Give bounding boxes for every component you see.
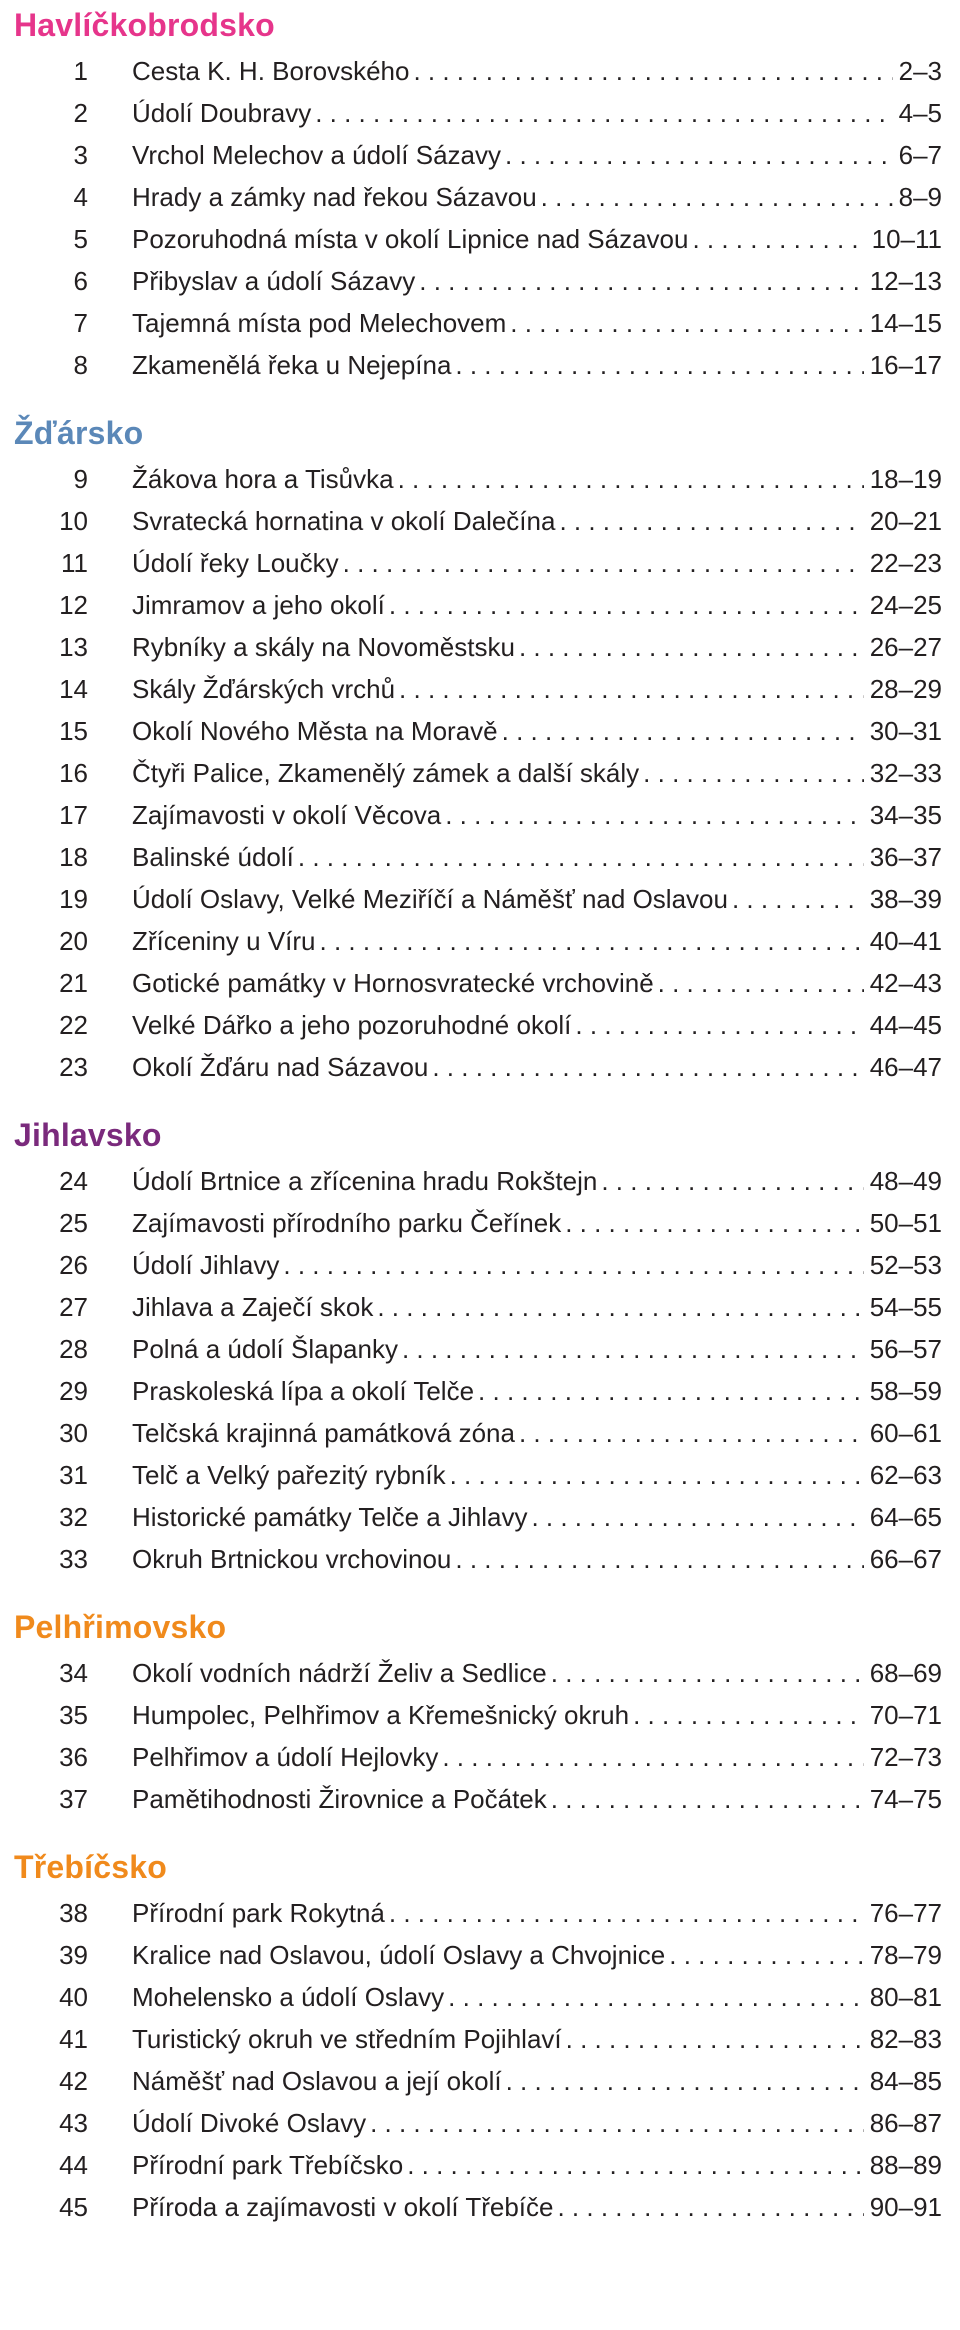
dot-leader (370, 2102, 864, 2144)
region-title: Třebíčsko (14, 1849, 167, 1885)
section-spacer (14, 1580, 942, 1602)
region-section (14, 1602, 942, 1842)
entry-pages: 74–75 (869, 1784, 942, 1814)
toc-entry[interactable] (14, 752, 942, 794)
entry-title: Jihlava a Zaječí skok (132, 1292, 374, 1322)
entry-title: Údolí Divoké Oslavy (132, 2108, 367, 2138)
entry-title: Příroda a zajímavosti v okolí Třebíče (132, 2192, 554, 2222)
entry-pages: 48–49 (869, 1166, 942, 1196)
entry-title: Náměšť nad Oslavou a její okolí (132, 2066, 502, 2096)
toc-entry[interactable] (14, 302, 942, 344)
dot-leader (502, 710, 864, 752)
dot-leader (519, 626, 864, 668)
dot-leader (389, 584, 864, 626)
entry-number: 44 (59, 2150, 88, 2180)
entry-title: Svratecká hornatina v okolí Dalečína (132, 506, 556, 536)
entry-pages: 12–13 (869, 266, 942, 296)
entry-pages: 20–21 (869, 506, 942, 536)
dot-leader (402, 1328, 864, 1370)
entry-title: Údolí Oslavy, Velké Meziříčí a Náměšť nad Oslavou (132, 884, 728, 914)
dot-leader (407, 2144, 864, 2186)
entry-number: 10 (59, 506, 88, 536)
entry-title: Přírodní park Třebíčsko (132, 2150, 404, 2180)
entry-title: Kralice nad Oslavou, údolí Oslavy a Chvojnice (132, 1940, 666, 1970)
dot-leader (692, 218, 865, 260)
dot-leader (658, 962, 864, 1004)
entry-number: 16 (59, 758, 88, 788)
entry-number: 7 (73, 308, 88, 338)
toc-entry[interactable] (14, 626, 942, 668)
dot-leader (551, 1778, 864, 1820)
entry-number: 25 (59, 1208, 88, 1238)
toc-entry[interactable] (14, 1976, 942, 2018)
entry-number: 11 (61, 548, 88, 578)
entry-number: 14 (59, 674, 88, 704)
toc-entry[interactable] (14, 344, 942, 386)
entry-number: 5 (73, 224, 88, 254)
toc-entry[interactable] (14, 1652, 942, 1694)
entry-number: 43 (59, 2108, 88, 2138)
toc-entry[interactable] (14, 542, 942, 584)
entry-title: Okolí Nového Města na Moravě (132, 716, 498, 746)
toc-entry[interactable] (14, 2186, 942, 2228)
dot-leader (343, 542, 864, 584)
dot-leader (389, 1892, 864, 1934)
entry-number: 15 (59, 716, 88, 746)
entry-pages: 64–65 (869, 1502, 942, 1532)
toc-entry[interactable] (14, 1046, 942, 1088)
entry-number: 39 (59, 1940, 88, 1970)
entry-pages: 22–23 (869, 548, 942, 578)
toc-entry[interactable] (14, 668, 942, 710)
entry-number: 6 (73, 266, 88, 296)
entry-title: Hrady a zámky nad řekou Sázavou (132, 182, 537, 212)
entry-title: Turistický okruh ve středním Pojihlaví (132, 2024, 562, 2054)
entry-pages: 88–89 (869, 2150, 942, 2180)
dot-leader (455, 1538, 863, 1580)
entry-pages: 60–61 (869, 1418, 942, 1448)
dot-leader (398, 458, 864, 500)
toc-entry[interactable] (14, 710, 942, 752)
entry-title: Balinské údolí (132, 842, 294, 872)
region-section (14, 0, 942, 408)
region-section (14, 1110, 942, 1602)
entry-pages: 78–79 (869, 1940, 942, 1970)
entry-pages: 16–17 (869, 350, 942, 380)
toc-entry[interactable] (14, 1286, 942, 1328)
entry-pages: 6–7 (898, 140, 942, 170)
dot-leader (505, 134, 893, 176)
entry-pages: 90–91 (869, 2192, 942, 2222)
entry-title: Jimramov a jeho okolí (132, 590, 385, 620)
entry-pages: 46–47 (869, 1052, 942, 1082)
toc-entry[interactable] (14, 1412, 942, 1454)
toc-entry[interactable] (14, 176, 942, 218)
toc-entry[interactable] (14, 1244, 942, 1286)
entry-pages: 18–19 (869, 464, 942, 494)
toc-entry[interactable] (14, 878, 942, 920)
dot-leader (732, 878, 864, 920)
entry-title: Zajímavosti v okolí Věcova (132, 800, 442, 830)
entry-number: 2 (73, 98, 88, 128)
dot-leader (298, 836, 864, 878)
toc-entry[interactable] (14, 836, 942, 878)
toc-entry[interactable] (14, 962, 942, 1004)
entry-title: Okolí vodních nádrží Želiv a Sedlice (132, 1658, 547, 1688)
toc-entry[interactable] (14, 1934, 942, 1976)
toc-entry[interactable] (14, 2060, 942, 2102)
dot-leader (510, 302, 863, 344)
toc-entry[interactable] (14, 1892, 942, 1934)
toc-entry[interactable] (14, 50, 942, 92)
entry-pages: 70–71 (869, 1700, 942, 1730)
entry-title: Přibyslav a údolí Sázavy (132, 266, 416, 296)
entry-title: Pelhřimov a údolí Hejlovky (132, 1742, 439, 1772)
entry-title: Tajemná místa pod Melechovem (132, 308, 507, 338)
entry-number: 3 (73, 140, 88, 170)
entry-title: Pozoruhodná místa v okolí Lipnice nad Sázavou (132, 224, 689, 254)
entry-number: 28 (59, 1334, 88, 1364)
toc-entry[interactable] (14, 1454, 942, 1496)
toc-entry[interactable] (14, 1328, 942, 1370)
entry-number: 34 (59, 1658, 88, 1688)
dot-leader (478, 1370, 864, 1412)
dot-leader (559, 500, 863, 542)
toc-entry[interactable] (14, 2018, 942, 2060)
entry-pages: 68–69 (869, 1658, 942, 1688)
region-title: Žďársko (14, 415, 144, 451)
toc-entry[interactable] (14, 458, 942, 500)
toc-entry[interactable] (14, 794, 942, 836)
entry-pages: 30–31 (869, 716, 942, 746)
toc-entry[interactable] (14, 584, 942, 626)
entry-number: 41 (59, 2024, 88, 2054)
entry-number: 20 (59, 926, 88, 956)
entry-title: Žákova hora a Tisůvka (132, 464, 394, 494)
entry-number: 42 (59, 2066, 88, 2096)
entry-number: 36 (59, 1742, 88, 1772)
entry-pages: 40–41 (869, 926, 942, 956)
entry-pages: 86–87 (869, 2108, 942, 2138)
dot-leader (448, 1976, 864, 2018)
toc-entry[interactable] (14, 218, 942, 260)
entry-number: 22 (59, 1010, 88, 1040)
dot-leader (669, 1934, 863, 1976)
toc-entry[interactable] (14, 1778, 942, 1820)
toc-entry[interactable] (14, 1202, 942, 1244)
dot-leader (575, 1004, 863, 1046)
entry-title: Pamětihodnosti Žirovnice a Počátek (132, 1784, 547, 1814)
section-spacer (14, 1088, 942, 1110)
entry-pages: 76–77 (869, 1898, 942, 1928)
entry-pages: 36–37 (869, 842, 942, 872)
toc-entry[interactable] (14, 92, 942, 134)
entry-pages: 66–67 (869, 1544, 942, 1574)
region-section (14, 1842, 942, 2228)
entry-pages: 82–83 (869, 2024, 942, 2054)
toc-entry[interactable] (14, 260, 942, 302)
dot-leader (445, 794, 863, 836)
dot-leader (601, 1160, 863, 1202)
dot-leader (565, 1202, 863, 1244)
entry-number: 27 (59, 1292, 88, 1322)
entry-number: 13 (59, 632, 88, 662)
toc-entry[interactable] (14, 1736, 942, 1778)
entry-title: Mohelensko a údolí Oslavy (132, 1982, 445, 2012)
entry-number: 29 (59, 1376, 88, 1406)
entry-pages: 24–25 (869, 590, 942, 620)
toc-entry[interactable] (14, 1160, 942, 1202)
dot-leader (419, 260, 863, 302)
entry-pages: 34–35 (869, 800, 942, 830)
entry-title: Přírodní park Rokytná (132, 1898, 385, 1928)
entry-title: Humpolec, Pelhřimov a Křemešnický okruh (132, 1700, 630, 1730)
entry-number: 40 (59, 1982, 88, 2012)
entry-number: 24 (59, 1166, 88, 1196)
dot-leader (283, 1244, 863, 1286)
toc-entry[interactable] (14, 1496, 942, 1538)
entry-number: 38 (59, 1898, 88, 1928)
entry-pages: 54–55 (869, 1292, 942, 1322)
entry-pages: 28–29 (869, 674, 942, 704)
entry-pages: 56–57 (869, 1334, 942, 1364)
entry-number: 31 (59, 1460, 88, 1490)
dot-leader (633, 1694, 864, 1736)
toc-entry[interactable] (14, 1538, 942, 1580)
entry-number: 26 (59, 1250, 88, 1280)
entry-title: Polná a údolí Šlapanky (132, 1334, 398, 1364)
entry-pages: 72–73 (869, 1742, 942, 1772)
dot-leader (506, 2060, 864, 2102)
section-spacer (14, 1820, 942, 1842)
entry-pages: 14–15 (869, 308, 942, 338)
region-title: Pelhřimovsko (14, 1609, 227, 1645)
toc-entry[interactable] (14, 500, 942, 542)
entry-pages: 52–53 (869, 1250, 942, 1280)
entry-pages: 80–81 (869, 1982, 942, 2012)
entry-number: 8 (73, 350, 88, 380)
toc-entry[interactable] (14, 2102, 942, 2144)
entry-pages: 44–45 (869, 1010, 942, 1040)
dot-leader (541, 176, 893, 218)
entry-title: Údolí Doubravy (132, 98, 312, 128)
entry-title: Gotické památky v Hornosvratecké vrchovině (132, 968, 654, 998)
toc-entry[interactable] (14, 2144, 942, 2186)
toc-entry[interactable] (14, 920, 942, 962)
entry-number: 21 (59, 968, 88, 998)
entry-title: Údolí Brtnice a zřícenina hradu Rokštejn (132, 1166, 598, 1196)
section-spacer (14, 386, 942, 408)
entry-title: Praskoleská lípa a okolí Telče (132, 1376, 475, 1406)
entry-title: Údolí řeky Loučky (132, 548, 339, 578)
entry-pages: 10–11 (871, 224, 942, 254)
entry-number: 9 (73, 464, 88, 494)
entry-pages: 2–3 (898, 56, 942, 86)
dot-leader (413, 50, 892, 92)
toc-entry[interactable] (14, 1004, 942, 1046)
dot-leader (399, 668, 864, 710)
region-title: Havlíčkobrodsko (14, 7, 275, 43)
entry-title: Velké Dářko a jeho pozoruhodné okolí (132, 1010, 572, 1040)
toc-entry[interactable] (14, 134, 942, 176)
entry-title: Zříceniny u Víru (132, 926, 316, 956)
entry-number: 17 (59, 800, 88, 830)
entry-number: 33 (59, 1544, 88, 1574)
entry-title: Telčská krajinná památková zóna (132, 1418, 515, 1448)
entry-title: Skály Žďárských vrchů (132, 674, 396, 704)
entry-pages: 42–43 (869, 968, 942, 998)
region-title: Jihlavsko (14, 1117, 162, 1153)
entry-pages: 8–9 (898, 182, 942, 212)
entry-number: 37 (59, 1784, 88, 1814)
entry-pages: 84–85 (869, 2066, 942, 2096)
dot-leader (566, 2018, 864, 2060)
entry-number: 1 (73, 56, 88, 86)
dot-leader (643, 752, 864, 794)
entry-number: 35 (59, 1700, 88, 1730)
entry-title: Cesta K. H. Borovského (132, 56, 410, 86)
entry-pages: 58–59 (869, 1376, 942, 1406)
entry-title: Historické památky Telče a Jihlavy (132, 1502, 528, 1532)
toc-entry[interactable] (14, 1370, 942, 1412)
entry-title: Zkamenělá řeka u Nejepína (132, 350, 452, 380)
dot-leader (442, 1736, 863, 1778)
dot-leader (531, 1496, 863, 1538)
entry-pages: 50–51 (869, 1208, 942, 1238)
entry-title: Čtyři Palice, Zkamenělý zámek a další skály (132, 758, 640, 788)
entry-title: Vrchol Melechov a údolí Sázavy (132, 140, 502, 170)
dot-leader (519, 1412, 864, 1454)
entry-pages: 32–33 (869, 758, 942, 788)
entry-number: 30 (59, 1418, 88, 1448)
entry-number: 23 (59, 1052, 88, 1082)
entry-pages: 38–39 (869, 884, 942, 914)
toc-entry[interactable] (14, 1694, 942, 1736)
entry-number: 4 (73, 182, 88, 212)
dot-leader (557, 2186, 863, 2228)
dot-leader (315, 92, 892, 134)
dot-leader (450, 1454, 864, 1496)
entry-number: 32 (59, 1502, 88, 1532)
entry-pages: 62–63 (869, 1460, 942, 1490)
entry-number: 12 (59, 590, 88, 620)
entry-title: Rybníky a skály na Novoměstsku (132, 632, 515, 662)
entry-title: Zajímavosti přírodního parku Čeřínek (132, 1208, 562, 1238)
region-section (14, 408, 942, 1110)
entry-number: 45 (59, 2192, 88, 2222)
dot-leader (320, 920, 864, 962)
entry-pages: 4–5 (898, 98, 942, 128)
entry-title: Telč a Velký pařezitý rybník (132, 1460, 446, 1490)
dot-leader (377, 1286, 863, 1328)
entry-title: Údolí Jihlavy (132, 1250, 280, 1280)
entry-title: Okolí Žďáru nad Sázavou (132, 1052, 429, 1082)
entry-number: 19 (59, 884, 88, 914)
dot-leader (455, 344, 863, 386)
entry-title: Okruh Brtnickou vrchovinou (132, 1544, 452, 1574)
dot-leader (551, 1652, 864, 1694)
dot-leader (432, 1046, 863, 1088)
entry-pages: 26–27 (869, 632, 942, 662)
entry-number: 18 (59, 842, 88, 872)
